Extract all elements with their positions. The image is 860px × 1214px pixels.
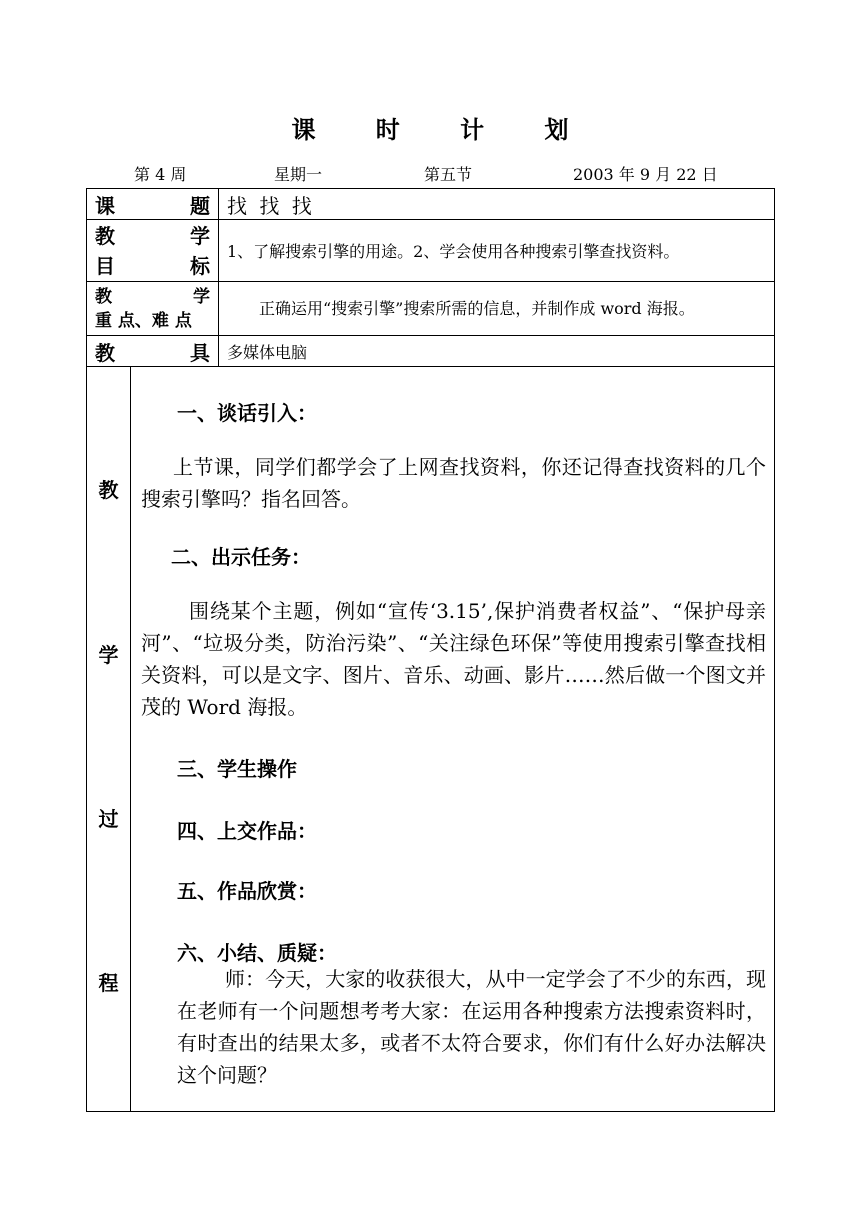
- keypoints-value: 正确运用“搜索引擎”搜索所需的信息，并制作成 word 海报。: [219, 282, 775, 336]
- lesson-plan-table: [86, 188, 775, 1112]
- topic-row: [87, 189, 775, 220]
- process-row: [87, 367, 775, 1112]
- date-label: 2003 年 9 月 22 日: [573, 165, 718, 184]
- process-char-2: 学: [98, 643, 119, 667]
- section-5-title: 五、作品欣赏：: [177, 879, 317, 903]
- process-char-3: 过: [98, 807, 119, 831]
- topic-label: 课 题: [87, 189, 219, 220]
- goal-row: [87, 220, 775, 282]
- section-3-title: 三、学生操作: [177, 757, 297, 781]
- goal-value: 1、了解搜索引擎的用途。2、学会使用各种搜索引擎查找资料。: [219, 220, 775, 282]
- schedule-line: [0, 162, 860, 184]
- keypoints-label: 教 学 重 点、难 点: [87, 282, 219, 336]
- section-2-title: 二、出示任务：: [171, 545, 311, 569]
- section-4-title: 四、上交作品：: [177, 819, 317, 843]
- page-title: 课 时 计 划: [291, 115, 595, 144]
- section-1-text: 上节课，同学们都学会了上网查找资料，你还记得查找资料的几个搜索引擎吗？指名回答。: [141, 455, 766, 511]
- period-label: 第五节: [424, 165, 473, 184]
- tools-label: 教 具: [87, 336, 219, 367]
- process-char-4: 程: [98, 971, 119, 995]
- section-6-text: 师：今天，大家的收获很大，从中一定学会了不少的东西，现在老师有一个问题想考考大家：在运用各种搜索方法搜索资料时，有时查出的结果太多，或者不太符合要求，你们有什么好办法解决这个问题？: [177, 967, 766, 1087]
- section-2-text: 围绕某个主题，例如“宣传‘3.15’,保护消费者权益”、“保护母亲河”、“垃圾分类，防治污染”、“关注绿色环保”等使用搜索引擎查找相关资料，可以是文字、图片、音乐、动画、影片……然后做一个图文并茂的 Word 海报。: [141, 599, 766, 719]
- weekday-label: 星期一: [274, 165, 323, 184]
- week-label: 第 4 周: [134, 165, 187, 184]
- keypoints-row: [87, 282, 775, 336]
- process-char-1: 教: [98, 478, 119, 502]
- section-6-title: 六、小结、质疑：: [177, 941, 337, 965]
- tools-value: 多媒体电脑: [219, 336, 775, 367]
- topic-value: 找 找 找: [219, 189, 775, 220]
- process-label: [87, 367, 131, 1112]
- section-1-title: 一、谈话引入：: [177, 401, 317, 425]
- tools-row: [87, 336, 775, 367]
- process-content: [131, 367, 775, 1112]
- goal-label: 教 学 目 标: [87, 220, 219, 282]
